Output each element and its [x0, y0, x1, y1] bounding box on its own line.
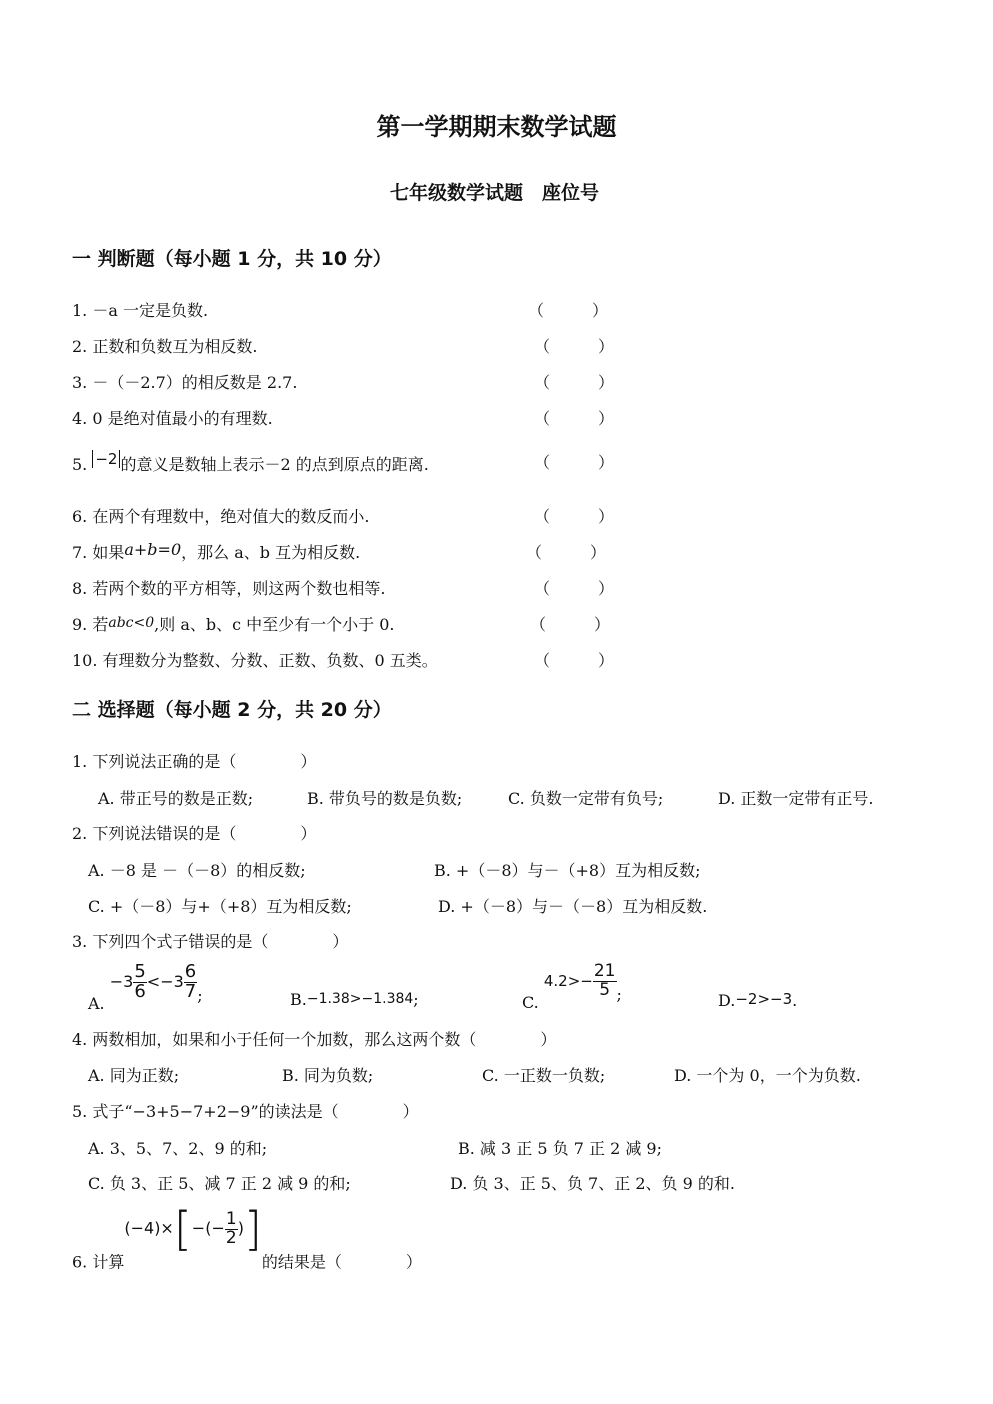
fraction-denominator: 7: [184, 980, 197, 1002]
fraction-numerator: 21: [593, 961, 616, 981]
fraction-twentyone-fifths: [593, 963, 617, 1000]
choice-q2-option-c[interactable]: C. +（－8）与+（+8）互为相反数;: [88, 897, 352, 916]
fraction-numerator: 5: [134, 961, 146, 982]
choice-q5-option-a[interactable]: A. 3、5、7、2、9 的和;: [88, 1139, 268, 1158]
judge-item-10: 10. 有理数分为整数、分数、正数、负数、0 五类。: [72, 651, 438, 670]
choice-q5-option-b[interactable]: B. 减 3 正 5 负 7 正 2 减 9;: [458, 1139, 662, 1158]
answer-blank-7[interactable]: （ ）: [526, 543, 607, 562]
choice-q2-option-d[interactable]: D. +（－8）与－（－8）互为相反数.: [438, 897, 708, 916]
answer-blank-1[interactable]: （ ）: [528, 301, 609, 320]
fraction-numerator: 6: [184, 961, 197, 982]
choice-q2-stem: 2. 下列说法错误的是（ ）: [72, 824, 317, 843]
inequality-abc: abc<0: [108, 615, 155, 631]
choice-q6-rest: 的结果是（ ）: [261, 1252, 422, 1272]
judge-item-6: 6. 在两个有理数中，绝对值大的数反而小.: [72, 507, 370, 526]
option-c-expression: 4.2>−: [543, 971, 593, 990]
section2-heading: 二 选择题（每小题 2 分，共 20 分）: [72, 699, 392, 721]
page-title: 第一学期期末数学试题: [376, 113, 617, 141]
answer-blank-10[interactable]: （ ）: [534, 651, 615, 670]
option-a-end: ;: [197, 985, 203, 1005]
choice-q1-option-d[interactable]: D. 正数一定带有正号.: [718, 789, 874, 808]
fraction-five-sixths: [133, 963, 146, 1002]
answer-blank-6[interactable]: （ ）: [534, 507, 615, 526]
fraction-six-sevenths: [184, 963, 197, 1002]
choice-q3-option-d[interactable]: [718, 990, 797, 1010]
fraction-denominator: 5: [599, 979, 611, 1000]
fraction-denominator: 6: [134, 980, 146, 1002]
choice-q4-option-d[interactable]: D. 一个为 0，一个为负数.: [674, 1066, 861, 1085]
judge-item-8: 8. 若两个数的平方相等，则这两个数也相等.: [72, 579, 386, 598]
judge-item-5: [72, 450, 429, 475]
option-d-label: D.: [718, 991, 736, 1010]
choice-q3-stem: 3. 下列四个式子错误的是（ ）: [72, 932, 349, 951]
mixed-number-lead: −3: [109, 971, 134, 991]
choice-q4-option-b[interactable]: B. 同为负数;: [282, 1066, 374, 1085]
page-subtitle: 七年级数学试题 座位号: [390, 182, 600, 204]
fraction-one-half: [225, 1208, 238, 1248]
left-bracket: [: [173, 1202, 192, 1256]
choice-q4-option-c[interactable]: C. 一正数一负数;: [482, 1066, 606, 1085]
choice-q4-stem: 4. 两数相加，如果和小于任何一个加数，那么这两个数（ ）: [72, 1030, 557, 1049]
choice-q4-option-a[interactable]: A. 同为正数;: [88, 1066, 180, 1085]
option-d-end: .: [792, 991, 798, 1010]
choice-q3-option-a[interactable]: [88, 963, 203, 1013]
judge-item-1: 1. －a 一定是负数.: [72, 301, 209, 320]
option-b-label: B.: [290, 990, 307, 1009]
choice-q1-option-c[interactable]: C. 负数一定带有负号;: [508, 789, 664, 808]
choice-q6-stem: [72, 1202, 422, 1273]
answer-blank-3[interactable]: （ ）: [534, 373, 615, 392]
fraction-denominator: 2: [225, 1227, 237, 1248]
choice-q2-option-b[interactable]: B. +（－8）与－（+8）互为相反数;: [434, 861, 701, 880]
right-bracket: ]: [243, 1202, 262, 1256]
choice-q1-option-b[interactable]: B. 带负号的数是负数;: [307, 789, 463, 808]
judge-item-9-text: ,则 a、b、c 中至少有一个小于 0.: [154, 615, 395, 634]
judge-item-9-number: 9. 若: [72, 615, 109, 634]
option-c-end: ;: [616, 984, 622, 1004]
answer-blank-9[interactable]: （ ）: [530, 615, 611, 634]
choice-q1-stem: 1. 下列说法正确的是（ ）: [72, 752, 317, 771]
option-c-label: C.: [522, 992, 539, 1012]
judge-item-2: 2. 正数和负数互为相反数.: [72, 337, 258, 356]
judge-item-5-text: 的意义是数轴上表示－2 的点到原点的距离.: [120, 455, 429, 474]
equation-a-plus-b: a+b=0: [124, 540, 182, 559]
choice-q1-option-a[interactable]: A. 带正号的数是正数;: [98, 789, 254, 808]
choice-q5-option-d[interactable]: D. 负 3、正 5、负 7、正 2、负 9 的和.: [450, 1174, 735, 1193]
judge-item-7-number: 7. 如果: [72, 543, 125, 562]
judge-item-7: [72, 540, 360, 563]
choice-q3-option-c[interactable]: [522, 963, 622, 1012]
choice-q3-option-b[interactable]: [290, 990, 419, 1009]
choice-q2-option-a[interactable]: A. －8 是 －（－8）的相反数;: [88, 861, 306, 880]
calc-expression-part-b: −(−: [191, 1218, 225, 1238]
option-b-expression: −1.38>−1.384: [306, 991, 414, 1007]
option-a-label: A.: [88, 993, 105, 1013]
option-d-expression: −2>−3: [735, 990, 793, 1008]
calc-expression-part-a: (−4)×: [124, 1218, 174, 1238]
judge-item-4: 4. 0 是绝对值最小的有理数.: [72, 409, 273, 428]
absolute-value-expression: −2: [92, 450, 120, 468]
choice-q5-stem: 5. 式子“−3+5−7+2−9”的读法是（ ）: [72, 1102, 419, 1121]
answer-blank-2[interactable]: （ ）: [534, 337, 615, 356]
choice-q5-option-c[interactable]: C. 负 3、正 5、减 7 正 2 减 9 的和;: [88, 1174, 351, 1193]
section1-heading: 一 判断题（每小题 1 分，共 10 分）: [72, 248, 392, 270]
calc-expression-part-c: ): [237, 1218, 244, 1238]
judge-item-5-number: 5.: [72, 455, 93, 474]
judge-item-3: 3. －（－2.7）的相反数是 2.7.: [72, 373, 298, 392]
answer-blank-5[interactable]: （ ）: [534, 453, 615, 472]
answer-blank-4[interactable]: （ ）: [534, 409, 615, 428]
judge-item-7-text: ，那么 a、b 互为相反数.: [181, 543, 361, 562]
comparison-operator: <−3: [146, 971, 184, 991]
judge-item-9: [72, 612, 395, 635]
answer-blank-8[interactable]: （ ）: [534, 579, 615, 598]
option-b-end: ;: [413, 990, 419, 1009]
choice-q6-lead: 6. 计算: [72, 1252, 125, 1272]
fraction-numerator: 1: [225, 1208, 237, 1229]
